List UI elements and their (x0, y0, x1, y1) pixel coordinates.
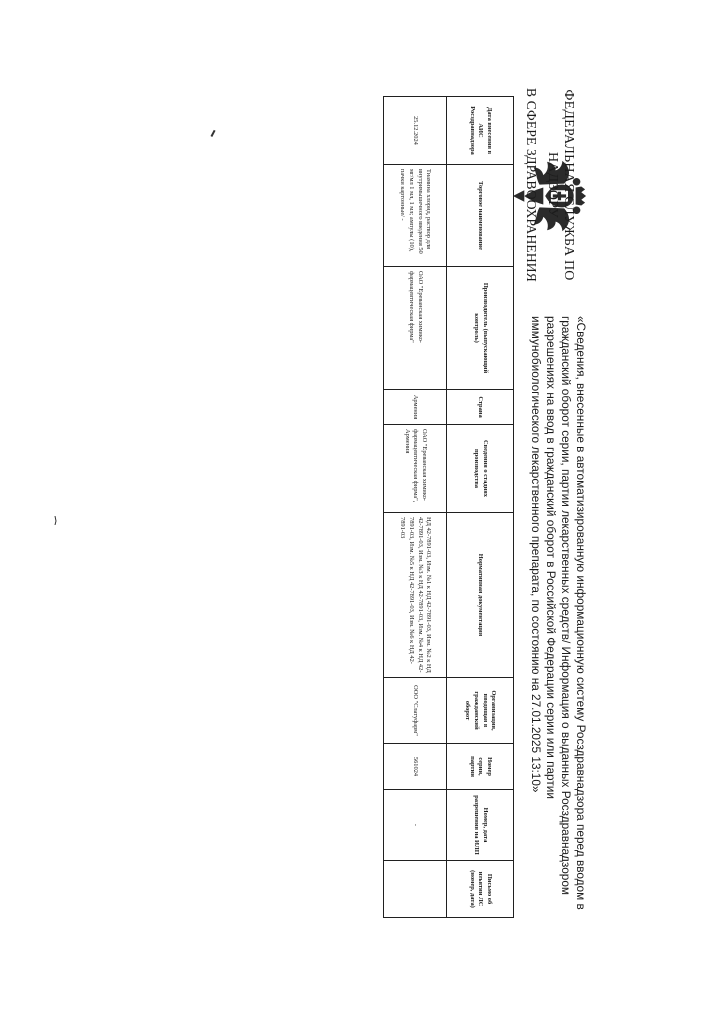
table-row (384, 97, 447, 918)
cell-trade-name: Тиамина хлорид, раствор для внутримышечного введения 50 мг/мл 1 мл, 1 мл; ампулы (10), пачки картонные/ - (384, 165, 447, 267)
cell-organization: ООО "Слатуфарм" (384, 678, 447, 744)
table-header-row (447, 97, 514, 918)
column-header-manufacturer: Производитель (выпускающий контроль) (447, 267, 514, 390)
column-header-organization: Организация, вводящая в гражданский оборот (447, 678, 514, 744)
cell-entry-date: 25.12.2024 (384, 97, 447, 165)
scan-mark (54, 516, 57, 525)
column-header-production-stages: Сведения о стадиях производства (447, 425, 514, 513)
column-header-normative-docs: Нормативная документация (447, 513, 514, 678)
column-header-batch-number: Номер серии, партии (447, 744, 514, 790)
cell-production-stages: ОАО "Ереванская химико-фармацевтическая фирма", Армения (384, 425, 447, 513)
scan-mark (211, 130, 216, 137)
cell-batch-number: 561024 (384, 744, 447, 790)
cell-country: Армения (384, 390, 447, 425)
column-header-country: Страна (447, 390, 514, 425)
column-header-permit: Номер, дата разрешения на ИЛП (447, 790, 514, 861)
agency-name-line-1: ФЕДЕРАЛЬНАЯ СЛУЖБА ПО НАДЗОРУ (545, 89, 576, 281)
column-header-withdrawal-letter: Письмо об изъятии ЛС (номер, дата) (447, 861, 514, 918)
cell-permit: - (384, 790, 447, 861)
column-header-entry-date: Дата внесения в АИС Росздравнадзора (447, 97, 514, 165)
cell-manufacturer: ОАО "Ереванская химико-фармацевтическая фирма" (384, 267, 447, 390)
agency-name (523, 60, 576, 310)
document-heading: «Сведения, внесенные в автоматизированную информационную систему Росздравнадзора перед вводом в гражданский оборот серии, партии лекарственных средств/ Информация о выданных Росздравнадзором разрешениях на ввод в гражданский оборот в Российской Федерации серии или партии иммунобиологического лекарственного препарата, по состоянию на 27.01.2025 13:10» (529, 316, 588, 910)
cell-withdrawal-letter (384, 861, 447, 918)
cell-normative-docs: НД 42-7891-03, Изм. №1 к НД 42-7891-03, Изм. №2 к НД 42-7891-03, Изм. №3 к НД 42-7891-03, Изм. №4 к НД 42-7891-03, Изм. №5 к НД 42-7891-03, Изм. №6 к НД 42-7891-03 (384, 513, 447, 678)
column-header-trade-name: Торговое наименование (447, 165, 514, 267)
registry-table (383, 96, 514, 918)
agency-name-line-2: В СФЕРЕ ЗДРАВООХРАНЕНИЯ (524, 88, 539, 282)
